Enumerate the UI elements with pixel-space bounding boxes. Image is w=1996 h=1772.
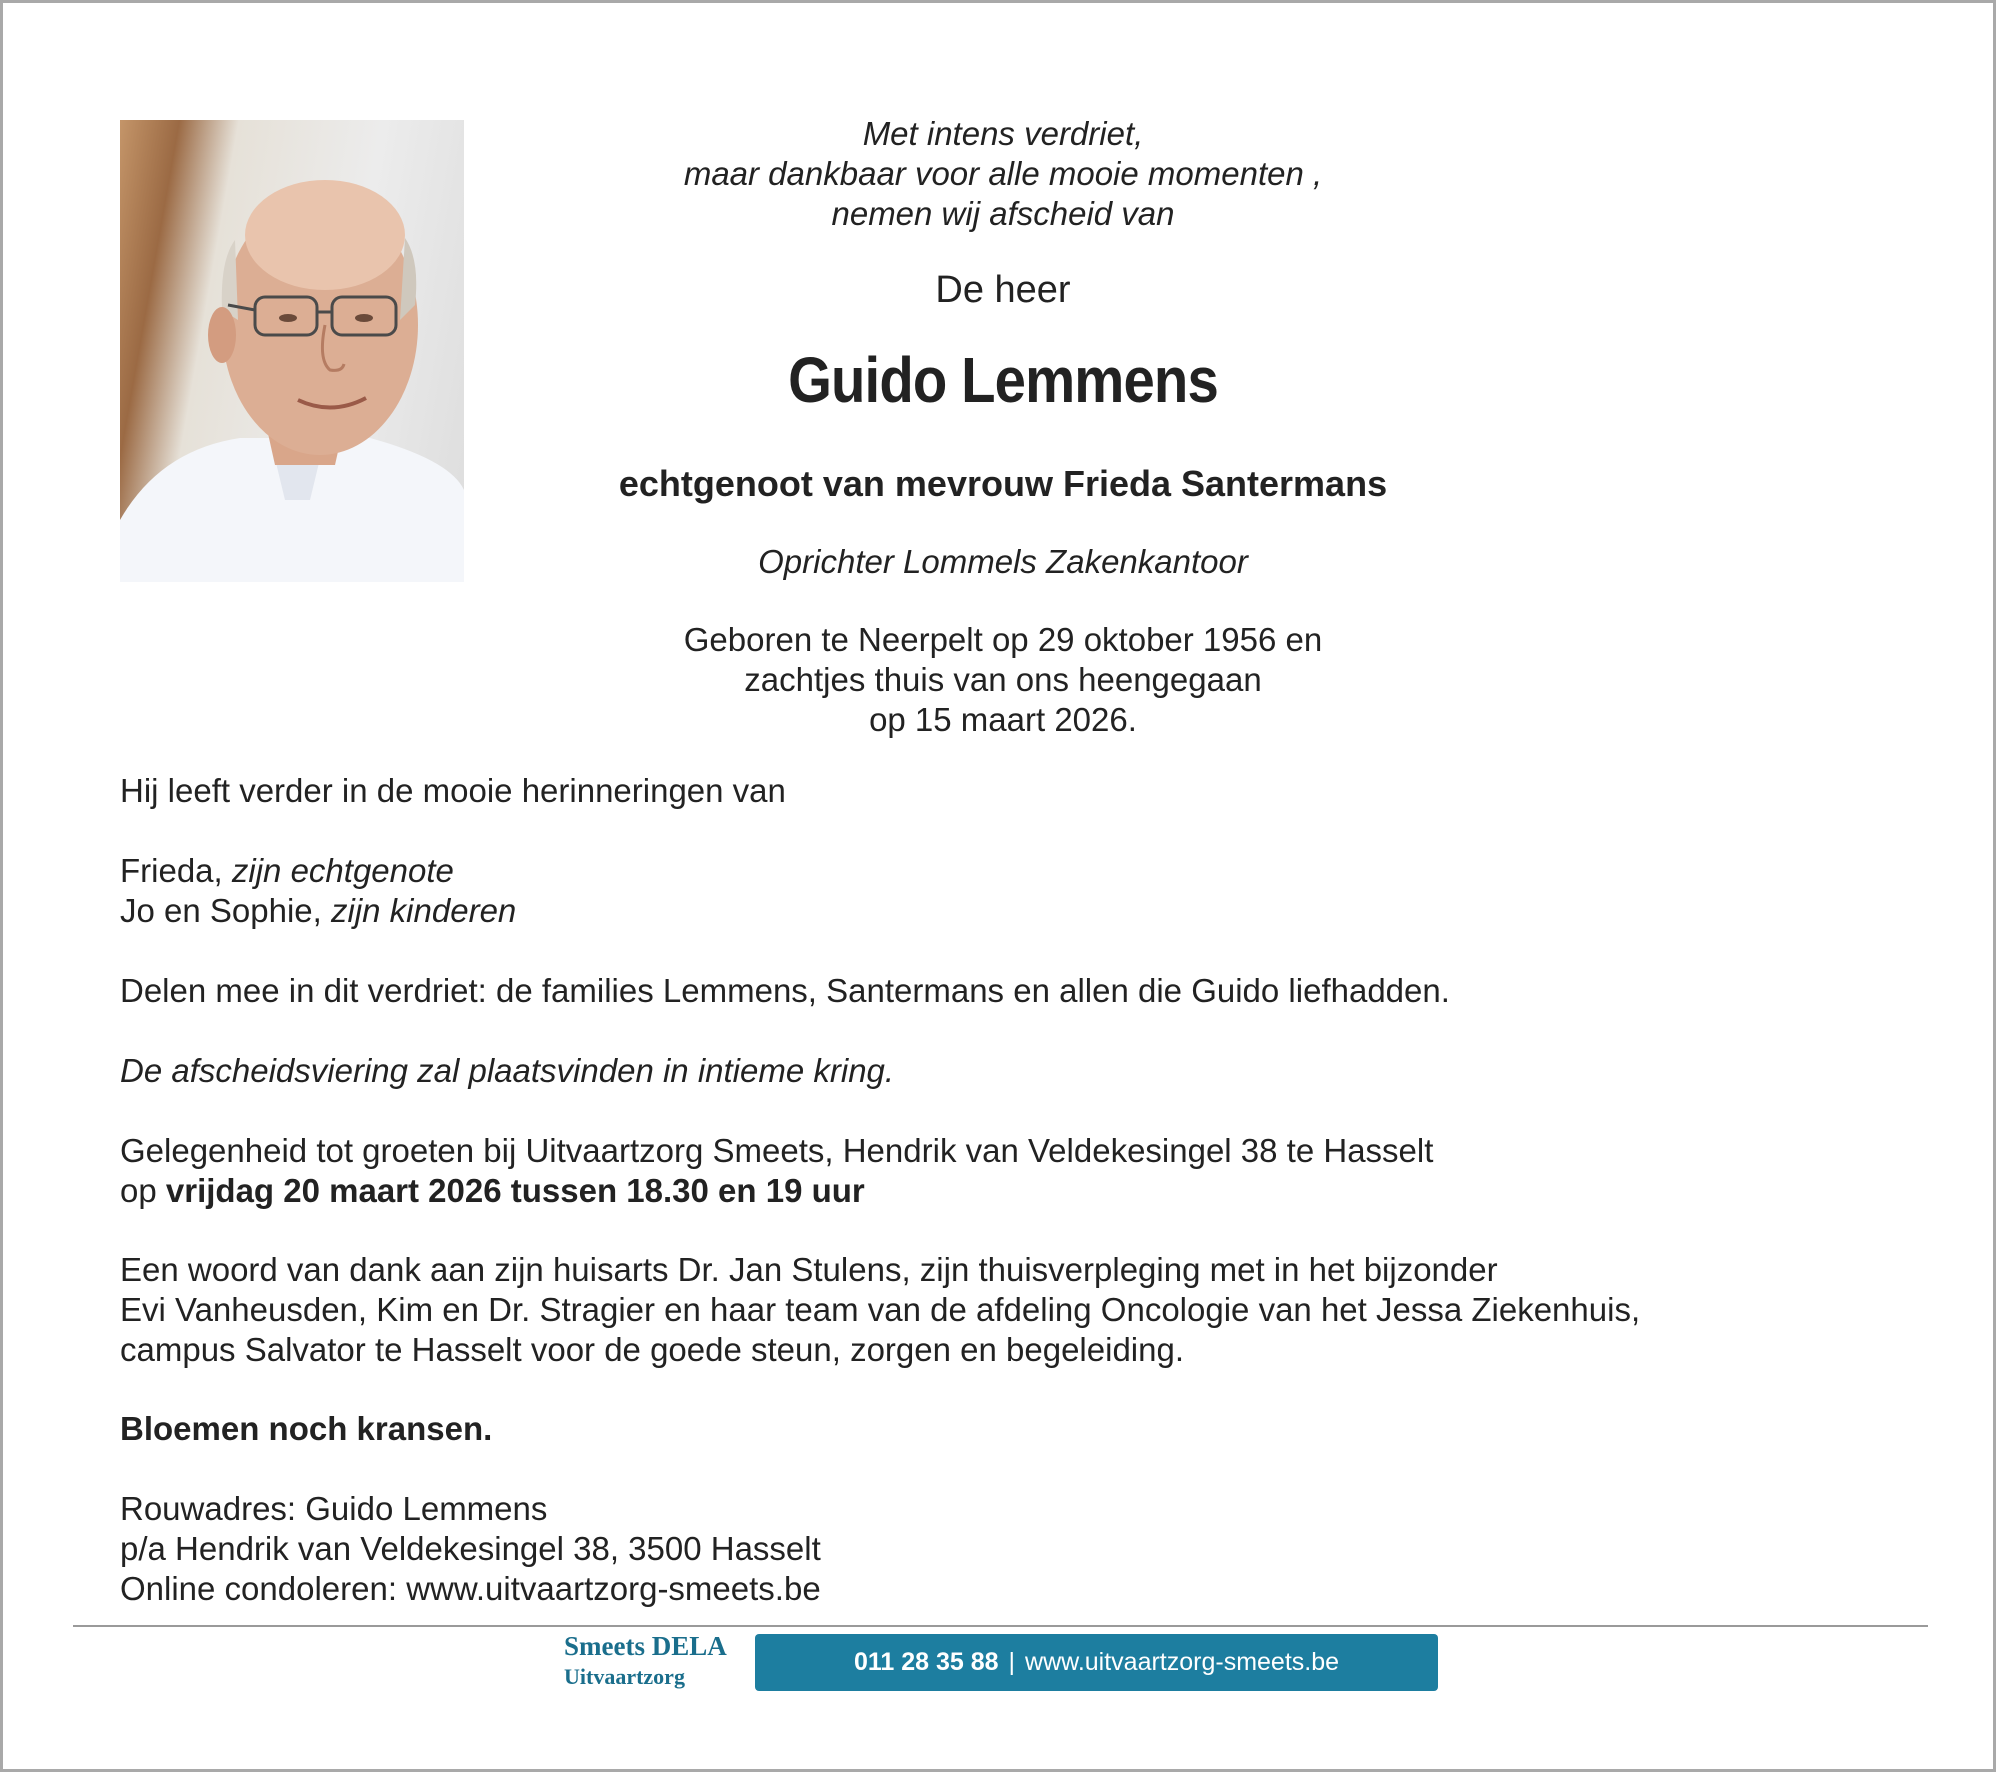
honorific: De heer	[935, 269, 1071, 311]
online-condolence-line: Online condoleren: www.uitvaartzorg-smeets.be	[120, 1570, 821, 1607]
portrait-image	[120, 120, 464, 582]
logo-main-text: Smeets DELA	[564, 1631, 727, 1661]
family-relation: zijn kinderen	[331, 892, 517, 929]
visitation-location: Gelegenheid tot groeten bij Uitvaartzorg Smeets, Hendrik van Veldekesingel 38 te Hasselt	[120, 1132, 1434, 1169]
address-line: Rouwadres: Guido Lemmens	[120, 1490, 548, 1527]
intro-text	[503, 114, 1503, 234]
family-name: Jo en Sophie,	[120, 892, 322, 929]
memories-intro: Hij leeft verder in de mooie herinneringen van	[120, 772, 786, 809]
flowers-note: Bloemen noch kransen.	[120, 1410, 493, 1447]
family-name: Frieda,	[120, 852, 223, 889]
portrait-photo	[120, 120, 464, 582]
dates-line: zachtjes thuis van ons heengegaan	[744, 661, 1262, 698]
intro-line: nemen wij afscheid van	[831, 195, 1175, 232]
footer-divider	[73, 1625, 1928, 1627]
mourning-address	[120, 1489, 1933, 1609]
intro-line: Met intens verdriet,	[862, 115, 1144, 152]
family-relation: zijn echtgenote	[231, 852, 454, 889]
family-list	[120, 851, 1933, 931]
visitation-prefix: op	[120, 1172, 157, 1209]
family-member	[120, 891, 1933, 931]
website-link[interactable]: www.uitvaartzorg-smeets.be	[1025, 1648, 1340, 1676]
phone-number: 011 28 35 88	[853, 1648, 999, 1676]
visitation-time	[120, 1171, 1933, 1211]
thanks-line: Een woord van dank aan zijn huisarts Dr. Jan Stulens, zijn thuisverpleging met in het bijzonder	[120, 1251, 1498, 1288]
dates-line: op 15 maart 2026.	[869, 701, 1137, 738]
family-member	[120, 851, 1933, 891]
contact-separator: |	[1008, 1648, 1016, 1676]
deceased-name: Guido Lemmens	[788, 344, 1218, 416]
funeral-home-logo	[564, 1631, 727, 1690]
logo-sub-text: Uitvaartzorg	[564, 1664, 685, 1689]
shared-grief: Delen mee in dit verdriet: de families Lemmens, Santermans en allen die Guido liefhadden.	[120, 972, 1450, 1009]
thanks-line: Evi Vanheusden, Kim en Dr. Stragier en haar team van de afdeling Oncologie van het Jessa Ziekenhuis,	[120, 1291, 1641, 1328]
life-dates	[503, 620, 1503, 740]
visitation-when: vrijdag 20 maart 2026 tussen 18.30 en 19 uur	[165, 1172, 865, 1209]
thanks-line: campus Salvator te Hasselt voor de goede steun, zorgen en begeleiding.	[120, 1331, 1185, 1368]
role-line: Oprichter Lommels Zakenkantoor	[758, 543, 1248, 580]
ceremony-note: De afscheidsviering zal plaatsvinden in intieme kring.	[120, 1052, 895, 1089]
address-line: p/a Hendrik van Veldekesingel 38, 3500 Hasselt	[120, 1530, 821, 1567]
visitation-info	[120, 1131, 1933, 1211]
thanks-text	[120, 1250, 1933, 1370]
dates-line: Geboren te Neerpelt op 29 oktober 1956 en	[683, 621, 1323, 658]
intro-line: maar dankbaar voor alle mooie momenten ,	[683, 155, 1323, 192]
contact-bar	[755, 1634, 1438, 1691]
spouse-line: echtgenoot van mevrouw Frieda Santermans	[618, 463, 1388, 504]
